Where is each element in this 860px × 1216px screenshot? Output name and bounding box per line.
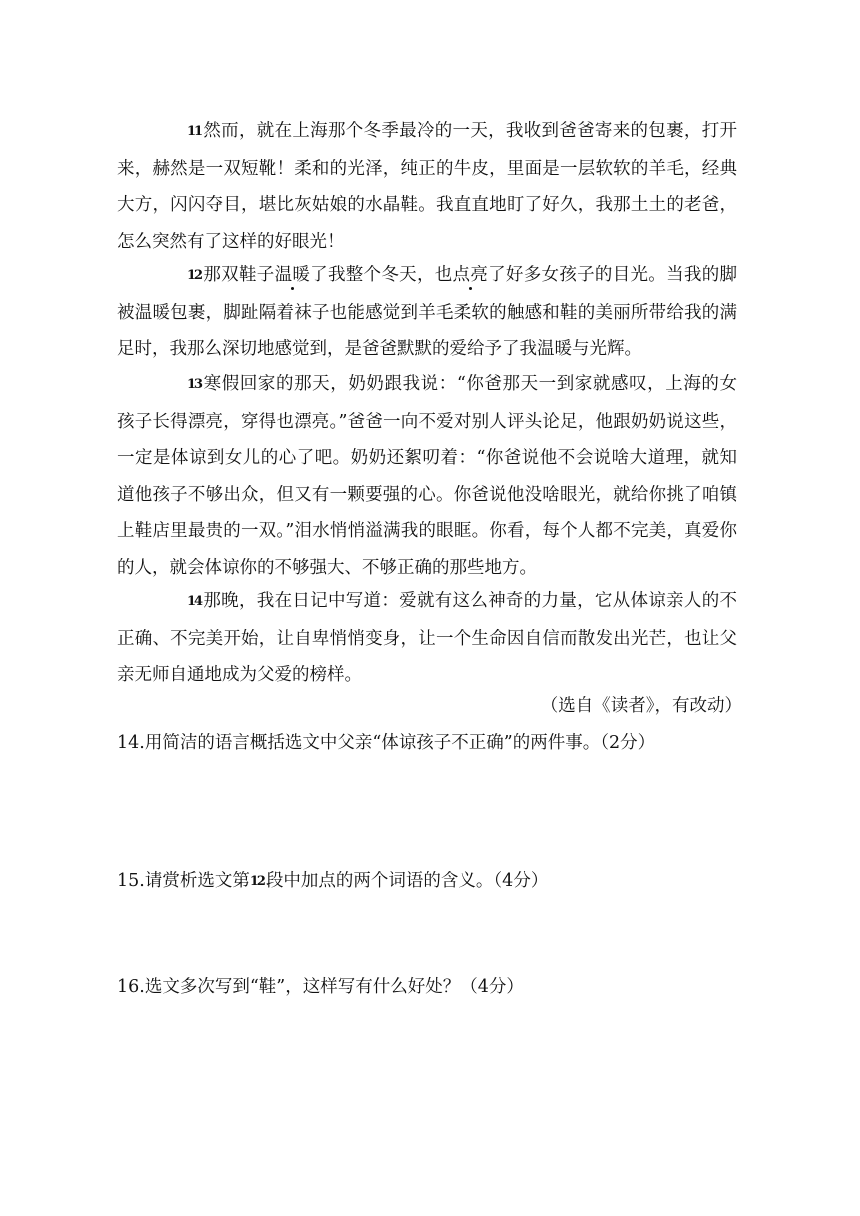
paragraph-text: 然而，就在上海那个冬季最冷的一天，我收到爸爸寄来的包裹，打开来，赫然是一双短靴！柔和的光泽，纯正的牛皮，里面是一层软软的羊毛，经典大方，闪闪夺目，堪比灰姑娘的水晶鞋。我直直地盯了好久，我那土土的老爸，怎么突然有了这样的好眼光！ [117,121,737,252]
dotted-word-2: 点亮 [452,265,489,285]
paragraph-number: 11 [187,124,202,139]
paragraph-11 [117,113,737,260]
paragraph-text-part: 了好多女孩子的目光。当我的脚被温暖包裹，脚趾隔着袜子也能感觉到羊毛柔软的触感和鞋的美丽所带给我的满足时，我那么深切地感觉到，是爸爸默默的爱给予了我温暖与光辉。 [117,265,737,359]
paragraph-14 [117,583,737,694]
paragraph-number: 13 [187,377,202,392]
paragraph-text-part: 了我整个冬天，也 [310,265,453,285]
paragraph-text-part: 那双鞋子 [203,265,275,285]
paragraph-text: 那晚，我在日记中写道：爱就有这么神奇的力量，它从体谅亲人的不正确、不完美开始，让自卑悄悄变身，让一个生命因自信而散发出光芒，也让父亲无师自通地成为父爱的榜样。 [117,591,737,685]
paragraph-13 [117,366,737,586]
paragraph-text: 寒假回家的那天，奶奶跟我说：“你爸那天一到家就感叹，上海的女孩子长得漂亮，穿得也漂亮。”爸爸一向不爱对别人评头论足，他跟奶奶说这些，一定是体谅到女儿的心了吧。奶奶还絮叨着：“你爸说他不会说啥大道理，就知道他孩子不够出众，但又有一颗要强的心。你爸说他没啥眼光，就给你挑了咱镇上鞋店里最贵的一双。”泪水悄悄溢满我的眼眶。你看，每个人都不完美，真爱你的人，就会体谅你的不够强大、不够正确的那些地方。 [117,374,737,578]
paragraph-number: 14 [187,594,202,609]
paragraph-number: 12 [187,268,202,283]
question-15 [117,869,548,894]
question-14: 14.用简洁的语言概括选文中父亲“体谅孩子不正确”的两件事。（2分） [117,733,656,753]
question-16: 16.选文多次写到“鞋”，这样写有什么好处？（4分） [117,977,524,997]
source-citation: （选自《读者》，有改动） [540,696,742,716]
paragraph-number: 12 [249,874,264,889]
dotted-word-1: 温暖 [274,265,311,285]
question-text-part: 15.请赏析选文第 [117,871,250,891]
paragraph-12 [117,257,737,368]
question-text-part: 段中加点的两个词语的含义。（4分） [265,871,549,891]
